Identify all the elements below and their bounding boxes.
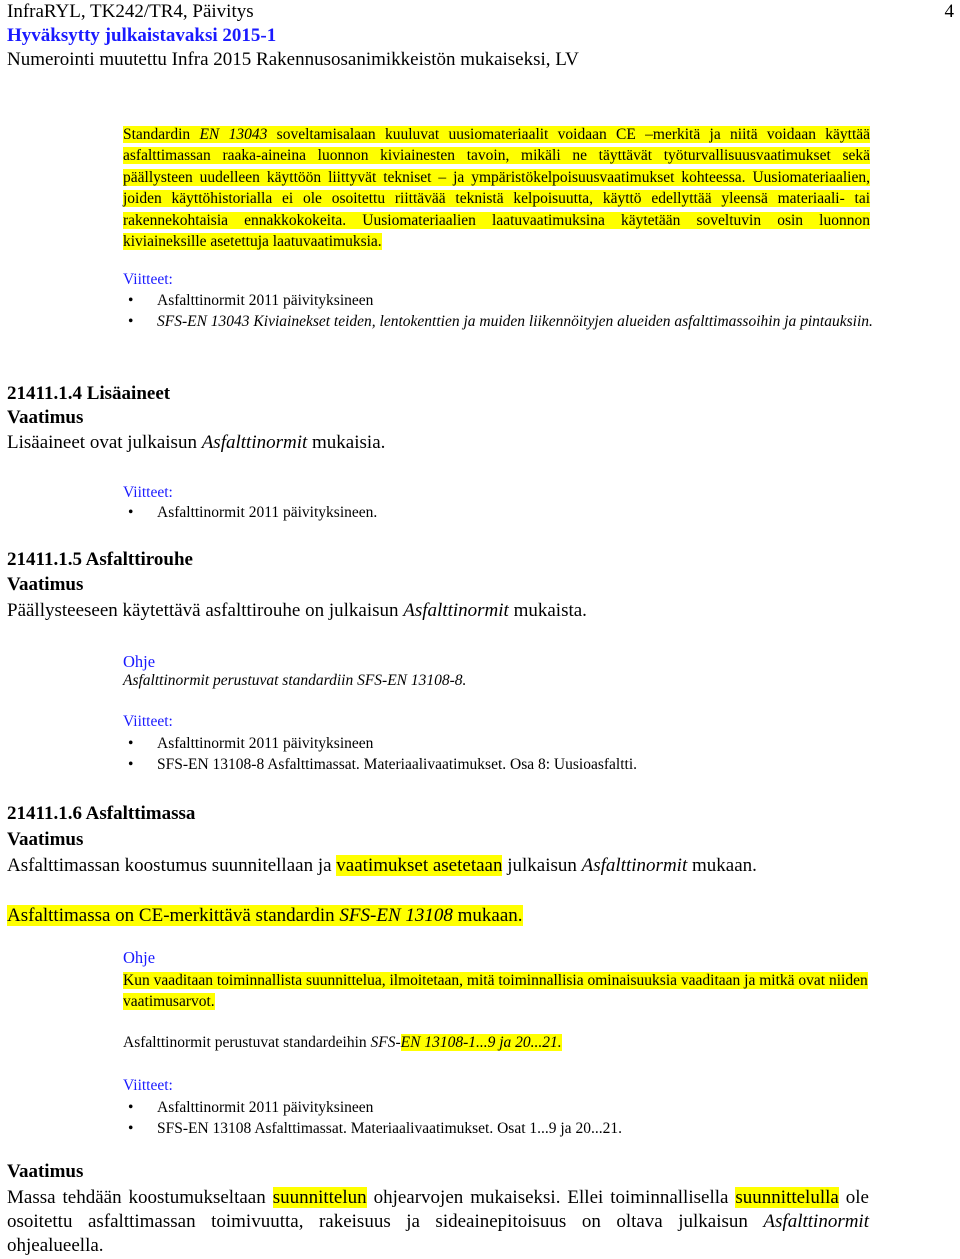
vaatimus-label: Vaatimus [7,1161,84,1182]
ce-marking-requirement: Asfalttimassa on CE-merkittävä standardin SFS-EN 13108 mukaan. [7,905,523,926]
vaatimus-label: Vaatimus [7,407,84,428]
bullet-icon: • [128,504,134,521]
reference-item: • Asfalttinormit 2011 päivityksineen. [128,504,378,521]
header-note: Numerointi muutettu Infra 2015 Rakennusosanimikkeistön mukaiseksi, LV [7,49,579,70]
asfalttirouhe-references [123,733,883,775]
asfalttimassa-references [123,1097,883,1139]
section-heading-asfalttimassa: 21411.1.6 Asfalttimassa [7,803,196,824]
reference-item: • SFS-EN 13043 Kiviainekset teiden, lentokenttien ja muiden liikennöityjen alueiden asfalttimassoihin ja pintauksiin. [128,313,873,330]
intro-prefix: Standardin [123,126,200,143]
bullet-icon: • [128,313,134,330]
reference-item: • Asfalttinormit 2011 päivityksineen [128,735,374,752]
bullet-icon: • [128,1120,134,1137]
reference-item: • Asfalttinormit 2011 päivityksineen [128,292,374,309]
intro-paragraph [123,124,870,252]
lisaaineet-references [123,502,883,523]
asfalttimassa-ohje-label: Ohje [123,948,156,967]
vaatimus-label: Vaatimus [7,829,84,850]
massa-requirement: Massa tehdään koostumukseltaan suunnittelun ohjearvojen mukaiseksi. Ellei toiminnallisella suunnittelulla ole osoitettu asfalttimassan toimivuutta, rakeisuus ja sideainepitoisuus on oltava julkaisun Asfalttinormit ohjealueella. [7,1187,869,1256]
page-header [7,0,953,72]
lisaaineet-viitteet-label: Viitteet: [123,484,173,501]
asfalttimassa-ohje-text: Kun vaaditaan toiminnallista suunnittelua, ilmoitetaan, mitä toiminnallisia ominaisuuksia vaaditaan ja mitkä ovat niiden vaatimusarvot. [123,972,868,1010]
intro-text: soveltamisalaan kuuluvat uusiomateriaalit voidaan CE –merkitä ja niitä voidaan käyttää asfalttimassan raaka-aineina luonnon kiviainesten tavoin, mikäli ne täyttävät työturvallisuusvaatimukset sekä päällysteen uudelleen käyttöön liittyvät tekniset – ja ympäristökelpoisuusvaatimukset kohteessa. Uusiomateriaalien, joiden käyttöhistorialla ei ole osoitettu riittävää teknistä kelpoisuutta, käyttö edellyttää yleensä materiaali- tai rakennekohtaisia ennakkokokeita. Uusiomateriaalien laatuvaatimuksina käytetään soveltuvin osin luonnon kiviaineksille asetettuja laatuvaatimuksia. [123,126,871,251]
reference-item: • Asfalttinormit 2011 päivityksineen [128,1099,374,1116]
bullet-icon: • [128,756,134,773]
intro-standard: EN 13043 [199,126,268,143]
page-number: 4 [944,1,954,22]
reference-item: • SFS-EN 13108-8 Asfalttimassat. Materiaalivaatimukset. Osa 8: Uusioasfaltti. [128,756,638,773]
section-heading-asfalttirouhe: 21411.1.5 Asfalttirouhe [7,549,193,570]
asfalttimassa-requirement: Asfalttimassan koostumus suunnitellaan ja vaatimukset asetetaan julkaisun Asfalttinormit mukaan. [7,855,757,876]
asfalttimassa-standards: Asfalttinormit perustuvat standardeihin SFS-EN 13108-1...9 ja 20...21. [123,1034,562,1051]
section-heading-lisaaineet: 21411.1.4 Lisäaineet [7,383,171,404]
reference-item: • SFS-EN 13108 Asfalttimassat. Materiaalivaatimukset. Osat 1...9 ja 20...21. [128,1120,622,1137]
intro-references [123,290,883,332]
intro-viitteet-label: Viitteet: [123,271,173,288]
lisaaineet-requirement: Lisäaineet ovat julkaisun Asfalttinormit mukaisia. [7,432,386,453]
bullet-icon: • [128,735,134,752]
asfalttirouhe-ohje-label: Ohje [123,652,156,671]
header-approval: Hyväksytty julkaistavaksi 2015-1 [7,25,277,46]
asfalttirouhe-requirement: Päällysteeseen käytettävä asfalttirouhe on julkaisun Asfalttinormit mukaista. [7,600,587,621]
bullet-icon: • [128,1099,134,1116]
asfalttirouhe-ohje-text: Asfalttinormit perustuvat standardiin SFS-EN 13108-8. [123,672,467,689]
header-title: InfraRYL, TK242/TR4, Päivitys [7,1,254,22]
asfalttirouhe-viitteet-label: Viitteet: [123,713,173,730]
asfalttimassa-viitteet-label: Viitteet: [123,1077,173,1094]
vaatimus-label: Vaatimus [7,574,84,595]
bullet-icon: • [128,292,134,309]
